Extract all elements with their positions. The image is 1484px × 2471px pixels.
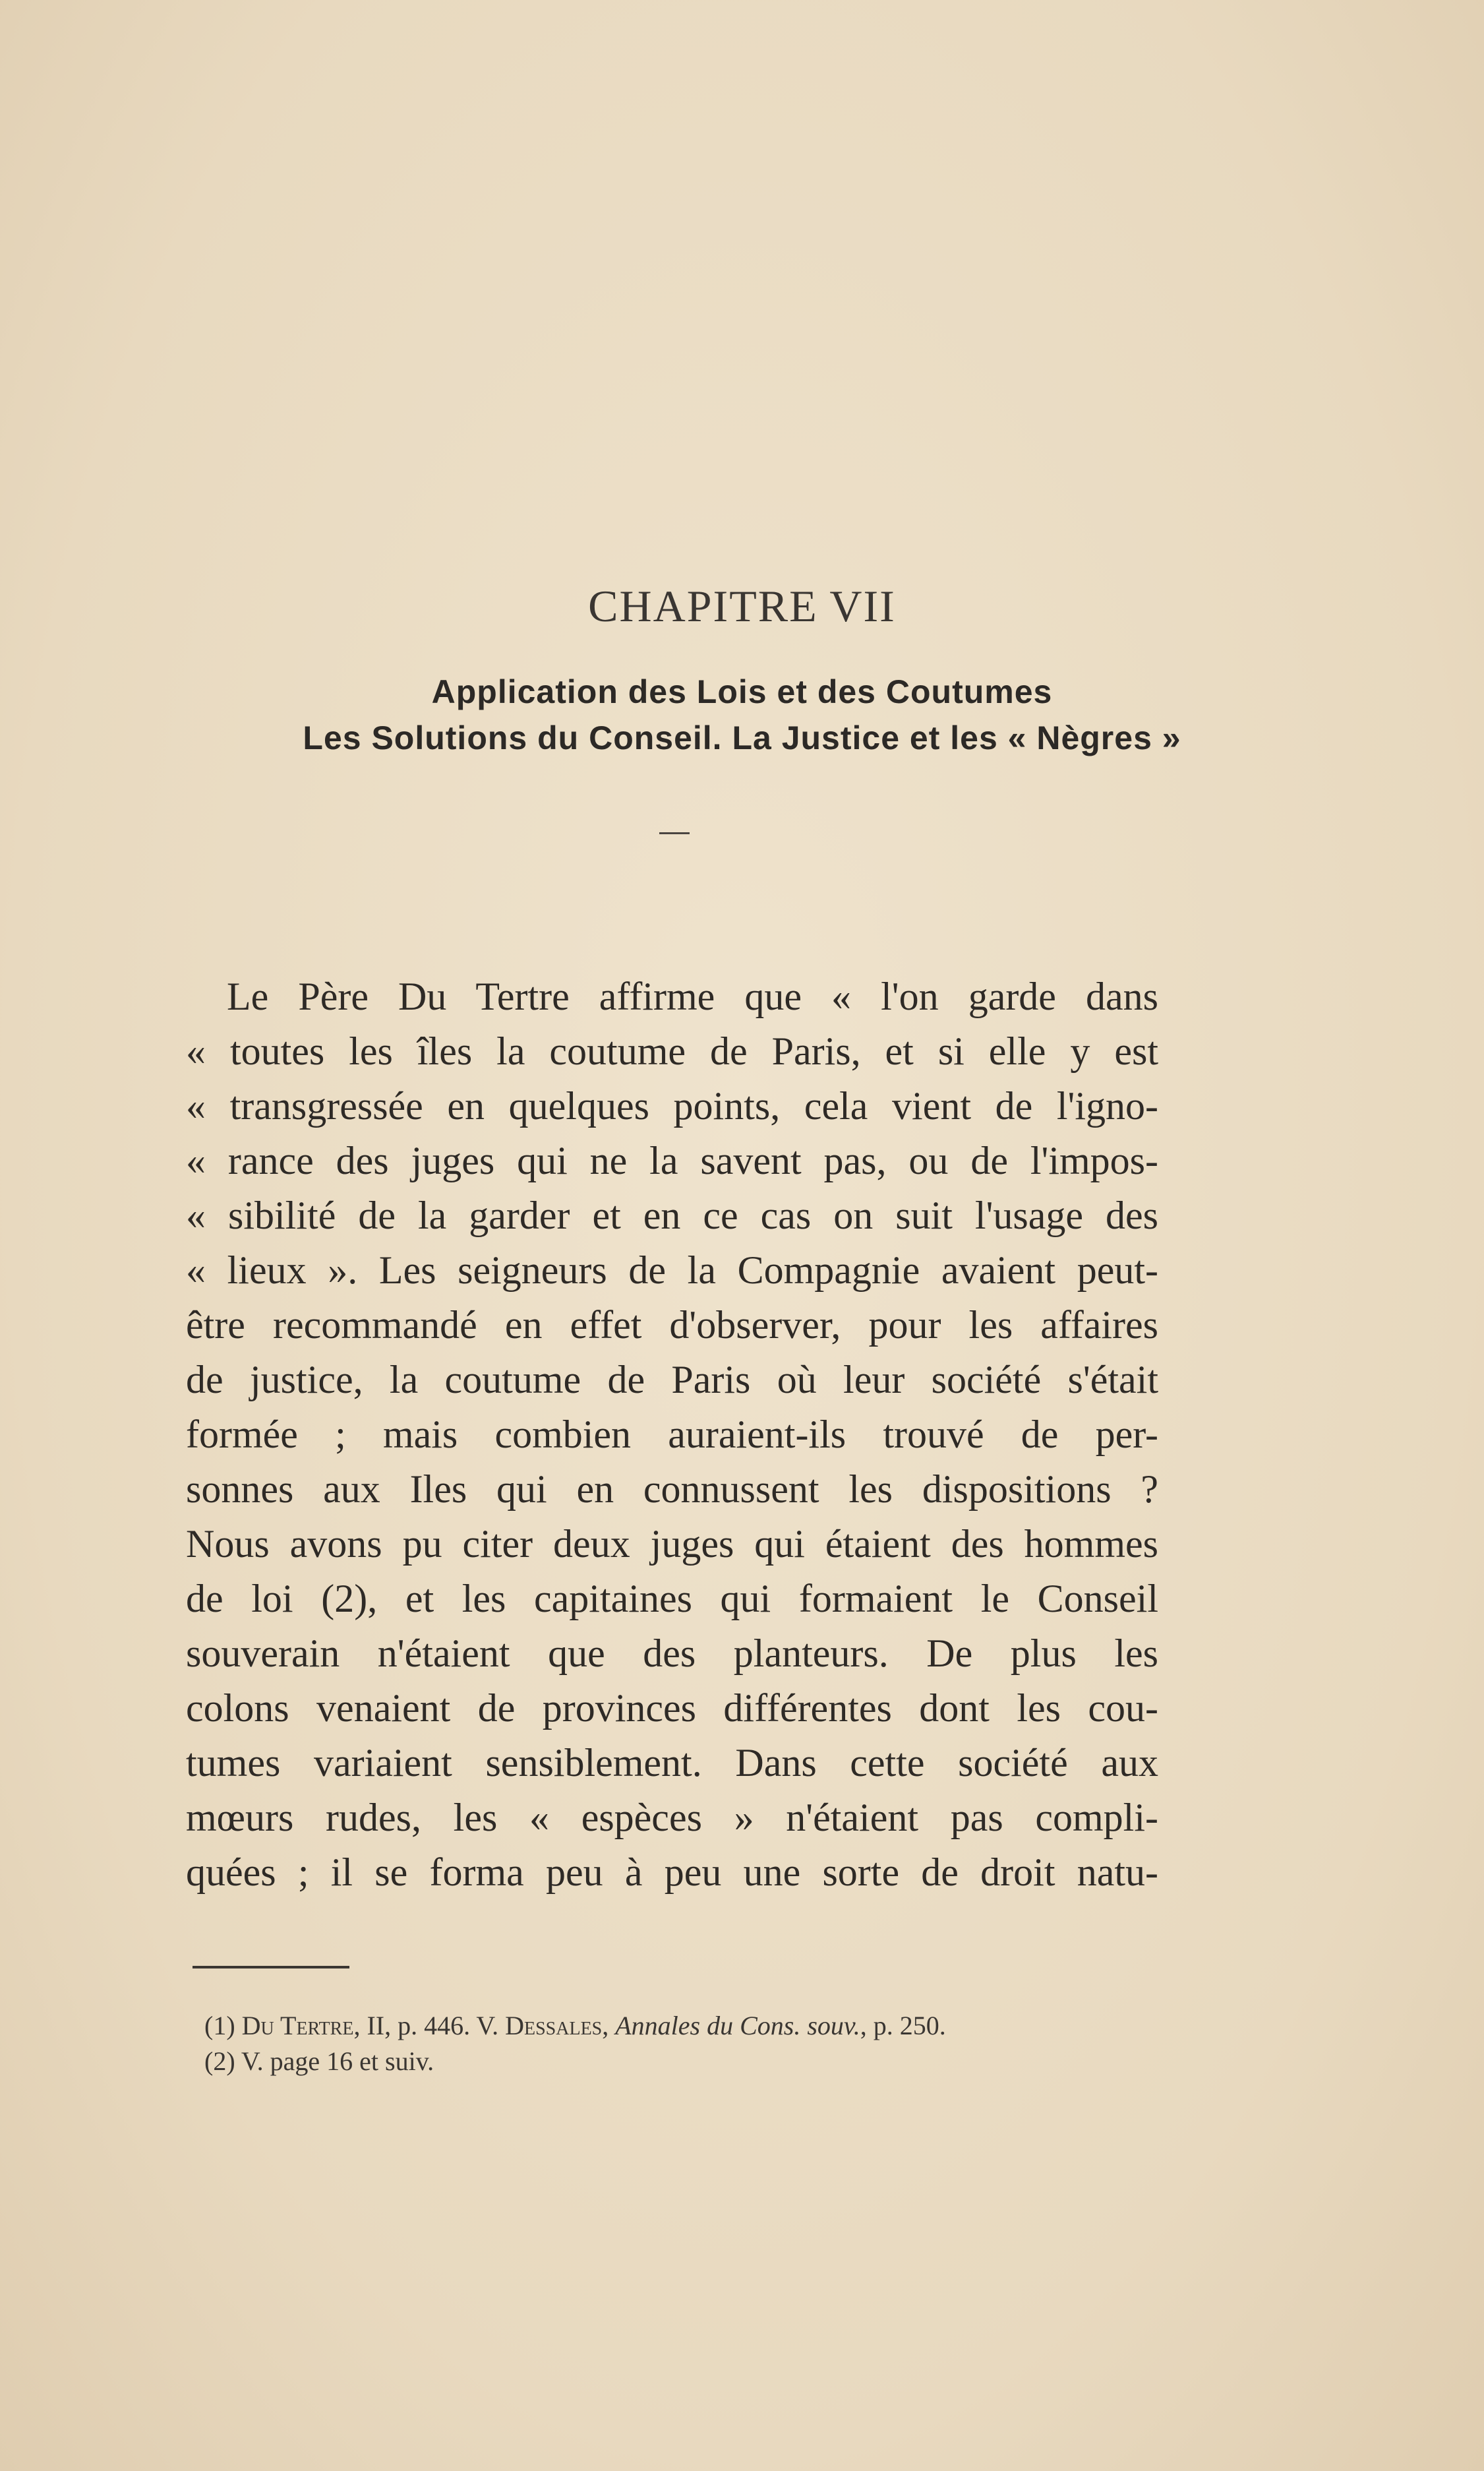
footnote-number: (1) bbox=[204, 2011, 235, 2040]
body-line: sonnes aux Iles qui en connussent les dispositions ? bbox=[186, 1467, 1158, 1511]
footnote-sep: , bbox=[602, 2011, 616, 2040]
body-line: « lieux ». Les seigneurs de la Compagnie avaient peut- bbox=[186, 1248, 1158, 1292]
body-line: colons venaient de provinces différentes dont les cou- bbox=[186, 1686, 1158, 1730]
footnote-1 bbox=[204, 2010, 946, 2041]
body-line: de justice, la coutume de Paris où leur société s'était bbox=[186, 1358, 1158, 1401]
body-line: quées ; il se forma peu à peu une sorte de droit natu- bbox=[186, 1850, 1158, 1894]
body-line: être recommandé en effet d'observer, pour les affaires bbox=[186, 1303, 1158, 1347]
body-line: Nous avons pu citer deux juges qui étaient des hommes bbox=[186, 1522, 1158, 1566]
footnote-title: Annales du Cons. souv. bbox=[615, 2011, 860, 2040]
footnote-author: Du Tertre bbox=[241, 2011, 354, 2040]
footnote-ref: , II, p. 446. V. bbox=[353, 2011, 506, 2040]
footnote-ref: , p. 250. bbox=[860, 2011, 946, 2040]
body-line: « toutes les îles la coutume de Paris, et si elle y est bbox=[186, 1029, 1158, 1073]
chapter-subtitle-line-2: Les Solutions du Conseil. La Justice et les « Nègres » bbox=[303, 719, 1181, 756]
chapter-heading: CHAPITRE VII bbox=[588, 581, 896, 631]
separator-dash bbox=[659, 832, 690, 834]
body-line: « transgressée en quelques points, cela vient de l'igno- bbox=[186, 1084, 1158, 1128]
footnote-rule bbox=[193, 1966, 349, 1968]
body-text bbox=[186, 969, 1158, 1900]
body-line: de loi (2), et les capitaines qui formaient le Conseil bbox=[186, 1577, 1158, 1620]
footnote-2: (2) V. page 16 et suiv. bbox=[204, 2046, 434, 2076]
body-line: « rance des juges qui ne la savent pas, ou de l'impos- bbox=[186, 1139, 1158, 1182]
body-line: Le Père Du Tertre affirme que « l'on garde dans bbox=[227, 975, 1158, 1018]
body-line: « sibilité de la garder et en ce cas on suit l'usage des bbox=[186, 1194, 1158, 1237]
body-line: souverain n'étaient que des planteurs. De plus les bbox=[186, 1632, 1158, 1675]
body-line: mœurs rudes, les « espèces » n'étaient pas compli- bbox=[186, 1796, 1158, 1839]
body-line: formée ; mais combien auraient-ils trouvé de per- bbox=[186, 1413, 1158, 1456]
chapter-subtitle-line-1: Application des Lois et des Coutumes bbox=[431, 673, 1053, 710]
footnote-author: Dessales bbox=[505, 2011, 603, 2040]
body-line: tumes variaient sensiblement. Dans cette société aux bbox=[186, 1741, 1158, 1785]
